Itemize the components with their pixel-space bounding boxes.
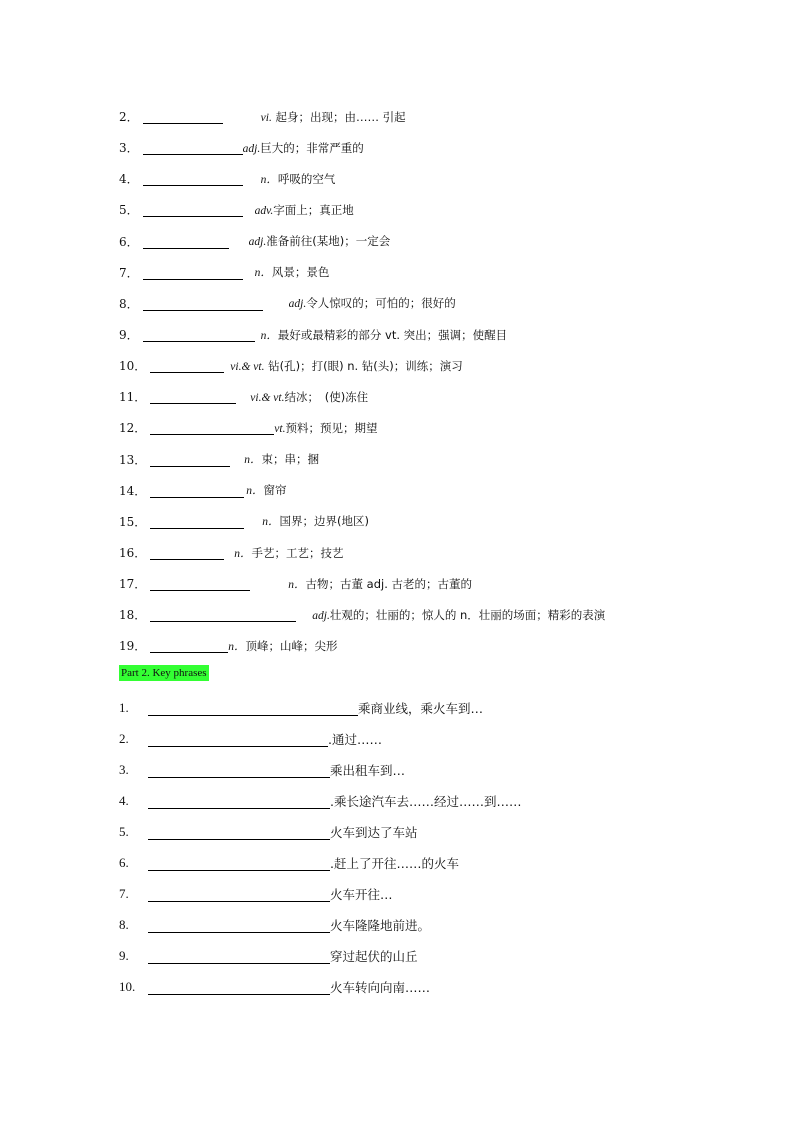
vocab-item <box>119 599 779 630</box>
item-number: 7. <box>119 886 129 902</box>
item-number: 11． <box>119 390 147 405</box>
phrase-item <box>119 692 779 723</box>
answer-blank[interactable] <box>143 171 243 186</box>
item-number: 7． <box>119 265 139 280</box>
vocab-item <box>119 568 779 599</box>
phrase-item <box>119 723 779 754</box>
vocab-item <box>119 194 779 225</box>
answer-blank[interactable] <box>148 917 330 933</box>
definition: n．窗帘 <box>246 483 287 498</box>
vocab-item <box>119 226 779 257</box>
vocab-item <box>119 257 779 288</box>
definition: n．最好或最精彩的部分 vt. 突出；强调；使醒目 <box>260 327 508 342</box>
definition: adj.巨大的；非常严重的 <box>242 140 364 155</box>
definition: n．呼吸的空气 <box>260 171 336 186</box>
answer-blank[interactable] <box>143 109 223 124</box>
item-number: 3． <box>119 141 139 156</box>
item-number: 16． <box>119 546 147 561</box>
vocab-item <box>119 537 779 568</box>
definition: adj.准备前往(某地)；一定会 <box>248 234 391 249</box>
answer-blank[interactable] <box>148 824 330 840</box>
vocab-item <box>119 132 779 163</box>
answer-blank[interactable] <box>150 545 224 560</box>
definition: 火车转向向南…… <box>330 980 431 996</box>
answer-blank[interactable] <box>150 576 250 591</box>
answer-blank[interactable] <box>148 886 330 902</box>
answer-blank[interactable] <box>143 202 243 217</box>
phrase-item <box>119 879 779 910</box>
answer-blank[interactable] <box>148 855 330 871</box>
item-number: 3. <box>119 761 129 777</box>
answer-blank[interactable] <box>148 700 358 716</box>
definition: vi. 起身；出现；由…… 引起 <box>260 109 406 124</box>
phrase-item <box>119 785 779 816</box>
definition: 乘商业线，乘火车到… <box>358 700 484 716</box>
item-number: 17． <box>119 577 147 592</box>
phrase-item <box>119 754 779 785</box>
definition: adj.令人惊叹的；可怕的；很好的 <box>288 296 456 311</box>
definition: 乘出租车到… <box>330 762 406 778</box>
item-number: 4. <box>119 792 129 808</box>
item-number: 6. <box>119 855 129 871</box>
item-number: 5． <box>119 203 139 218</box>
answer-blank[interactable] <box>150 452 230 467</box>
answer-blank[interactable] <box>148 979 330 995</box>
item-number: 12． <box>119 421 147 436</box>
item-number: 2． <box>119 110 139 125</box>
vocab-item <box>119 412 779 443</box>
definition: n．国界；边界(地区) <box>262 514 370 529</box>
definition: n．顶峰；山峰；尖形 <box>228 638 338 653</box>
item-number: 2. <box>119 730 129 746</box>
definition: 火车到达了车站 <box>330 824 418 840</box>
definition: .赶上了开往……的火车 <box>330 856 459 872</box>
answer-blank[interactable] <box>150 358 224 373</box>
vocab-item <box>119 319 779 350</box>
definition: adj.壮观的；壮丽的；惊人的 n．壮丽的场面；精彩的表演 <box>312 607 606 622</box>
vocabulary-list <box>119 101 779 662</box>
phrase-item <box>119 816 779 847</box>
item-number: 9. <box>119 948 129 964</box>
definition: adv.字面上；真正地 <box>254 202 354 217</box>
definition: n．古物；古董 adj. 古老的；古董的 <box>288 576 473 591</box>
vocab-item <box>119 163 779 194</box>
definition: 火车隆隆地前进。 <box>330 918 431 934</box>
item-number: 8. <box>119 917 129 933</box>
item-number: 15． <box>119 514 147 529</box>
answer-blank[interactable] <box>150 514 244 529</box>
item-number: 6． <box>119 234 139 249</box>
answer-blank[interactable] <box>143 234 229 249</box>
vocab-item <box>119 475 779 506</box>
vocab-item <box>119 101 779 132</box>
vocab-item <box>119 444 779 475</box>
phrase-item <box>119 972 779 1003</box>
phrase-list <box>119 692 779 1003</box>
answer-blank[interactable] <box>143 296 263 311</box>
definition: vi.& vt. 钻(孔)；打(眼) n. 钻(头)；训练；演习 <box>230 358 463 373</box>
section-heading: Part 2. Key phrases <box>121 667 207 679</box>
answer-blank[interactable] <box>148 793 330 809</box>
answer-blank[interactable] <box>148 948 330 964</box>
definition: n．手艺；工艺；技艺 <box>234 545 344 560</box>
definition: .乘长途汽车去……经过……到…… <box>330 793 522 809</box>
answer-blank[interactable] <box>150 638 228 653</box>
vocab-item <box>119 381 779 412</box>
item-number: 19． <box>119 639 147 654</box>
answer-blank[interactable] <box>143 265 243 280</box>
answer-blank[interactable] <box>150 483 244 498</box>
definition: 穿过起伏的山丘 <box>330 949 418 965</box>
item-number: 18． <box>119 608 147 623</box>
phrase-item <box>119 910 779 941</box>
vocab-item <box>119 288 779 319</box>
item-number: 9． <box>119 328 139 343</box>
item-number: 13． <box>119 452 147 467</box>
definition: n．风景；景色 <box>254 265 330 280</box>
item-number: 14． <box>119 483 147 498</box>
definition: .通过…… <box>328 731 382 747</box>
vocab-item <box>119 350 779 381</box>
item-number: 4． <box>119 172 139 187</box>
answer-blank[interactable] <box>143 327 255 342</box>
answer-blank[interactable] <box>148 731 328 747</box>
answer-blank[interactable] <box>150 420 274 435</box>
phrase-item <box>119 941 779 972</box>
item-number: 1. <box>119 699 129 715</box>
answer-blank[interactable] <box>148 762 330 778</box>
answer-blank[interactable] <box>150 607 296 622</box>
definition: vi.& vt.结冰； (使)冻住 <box>250 389 369 404</box>
item-number: 8． <box>119 296 139 311</box>
phrase-item <box>119 847 779 878</box>
vocab-item <box>119 506 779 537</box>
item-number: 10． <box>119 359 147 374</box>
definition: 火车开往… <box>330 887 393 903</box>
vocab-item <box>119 630 779 661</box>
definition: vt.预料；预见；期望 <box>274 420 378 435</box>
item-number: 10. <box>119 979 136 995</box>
item-number: 5. <box>119 823 129 839</box>
answer-blank[interactable] <box>143 140 243 155</box>
answer-blank[interactable] <box>150 389 236 404</box>
definition: n．束；串；捆 <box>244 452 320 467</box>
